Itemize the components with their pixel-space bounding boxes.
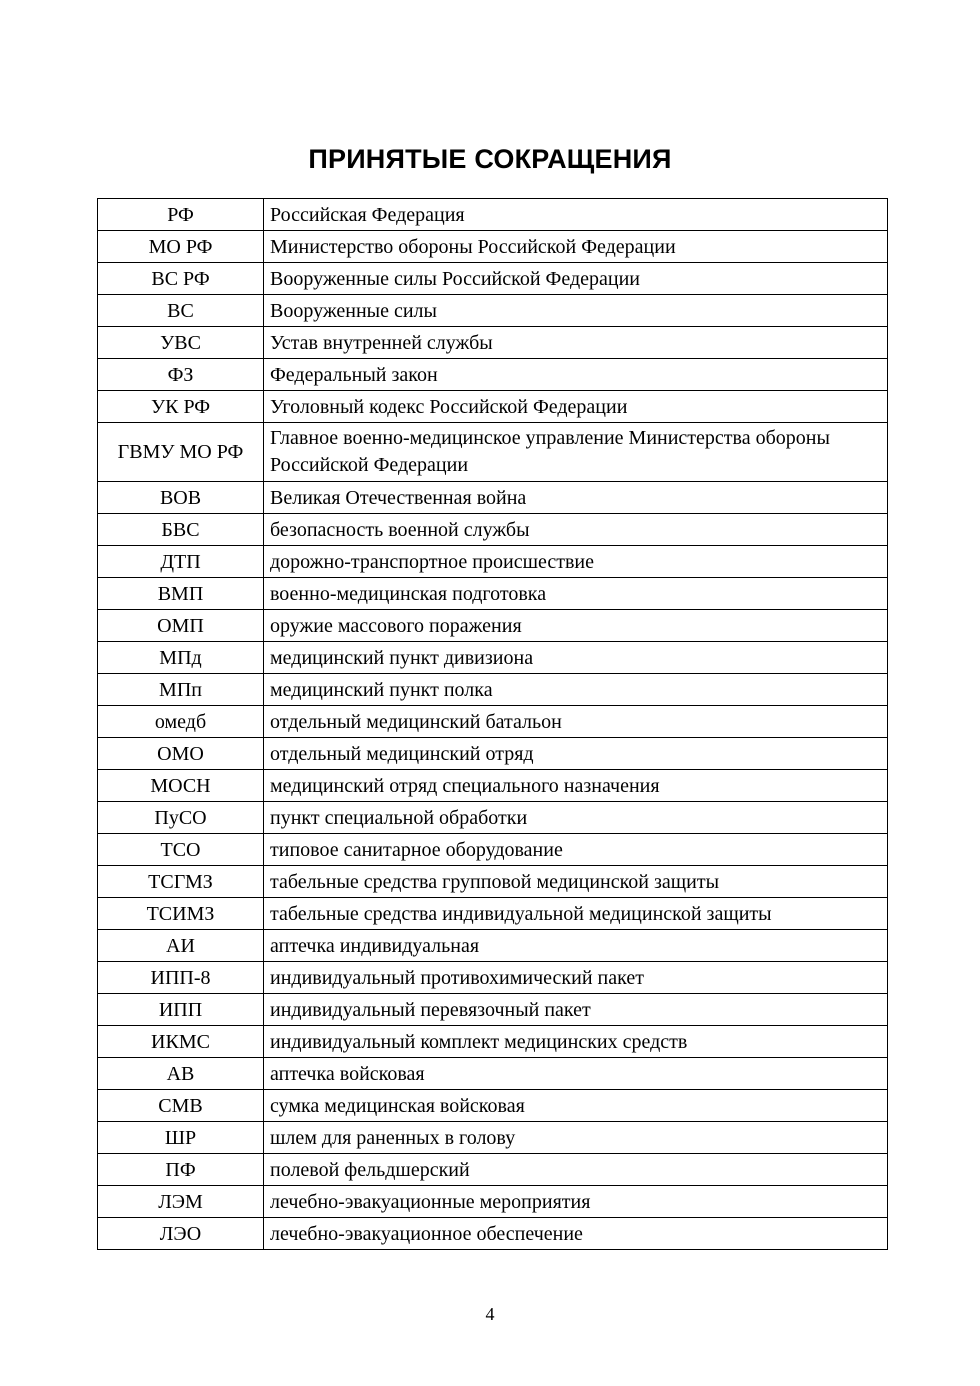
table-row [98, 962, 888, 994]
definition-cell: аптечка войсковая [264, 1058, 888, 1090]
page-number: 4 [485, 1304, 495, 1324]
abbreviations-table [97, 198, 888, 1250]
table-row [98, 263, 888, 295]
table-row [98, 770, 888, 802]
table-row [98, 1058, 888, 1090]
abbreviation-cell: ВС [98, 295, 264, 327]
definition-cell: Устав внутренней службы [264, 327, 888, 359]
definition-cell: оружие массового поражения [264, 610, 888, 642]
definition-cell: лечебно-эвакуационное обеспечение [264, 1218, 888, 1250]
table-row [98, 231, 888, 263]
definition-cell: медицинский пункт полка [264, 674, 888, 706]
abbreviation-cell: РФ [98, 199, 264, 231]
abbreviation-cell: ИКМС [98, 1026, 264, 1058]
table-row [98, 674, 888, 706]
table-row [98, 295, 888, 327]
table-row [98, 930, 888, 962]
abbreviation-cell: МПп [98, 674, 264, 706]
abbreviation-cell: ВС РФ [98, 263, 264, 295]
table-row [98, 1026, 888, 1058]
table-row [98, 199, 888, 231]
abbreviation-cell: ПФ [98, 1154, 264, 1186]
abbreviation-cell: омедб [98, 706, 264, 738]
definition-cell: Уголовный кодекс Российской Федерации [264, 391, 888, 423]
table-row [98, 610, 888, 642]
table-row [98, 898, 888, 930]
abbreviation-cell: АИ [98, 930, 264, 962]
definition-cell: табельные средства индивидуальной медицинской защиты [264, 898, 888, 930]
definition-cell: Министерство обороны Российской Федерации [264, 231, 888, 263]
table-row [98, 482, 888, 514]
table-row [98, 706, 888, 738]
abbreviation-cell: ТСГМЗ [98, 866, 264, 898]
table-row [98, 578, 888, 610]
abbreviation-cell: ИПП [98, 994, 264, 1026]
definition-cell: Вооруженные силы [264, 295, 888, 327]
table-row [98, 546, 888, 578]
abbreviation-cell: ОМО [98, 738, 264, 770]
definition-cell: дорожно-транспортное происшествие [264, 546, 888, 578]
definition-cell: Федеральный закон [264, 359, 888, 391]
page-title: ПРИНЯТЫЕ СОКРАЩЕНИЯ [308, 144, 672, 174]
table-row [98, 994, 888, 1026]
definition-cell: аптечка индивидуальная [264, 930, 888, 962]
table-row [98, 1090, 888, 1122]
table-row [98, 359, 888, 391]
definition-cell: пункт специальной обработки [264, 802, 888, 834]
definition-cell: безопасность военной службы [264, 514, 888, 546]
definition-cell: Вооруженные силы Российской Федерации [264, 263, 888, 295]
definition-cell: Главное военно-медицинское управление Министерства обороны Российской Федерации [264, 423, 888, 482]
abbreviation-cell: ОМП [98, 610, 264, 642]
abbreviation-cell: ЛЭМ [98, 1186, 264, 1218]
table-row [98, 802, 888, 834]
abbreviation-cell: АВ [98, 1058, 264, 1090]
table-row [98, 1218, 888, 1250]
table-row [98, 1186, 888, 1218]
abbreviation-cell: ШР [98, 1122, 264, 1154]
definition-cell: табельные средства групповой медицинской защиты [264, 866, 888, 898]
table-row [98, 391, 888, 423]
definition-cell: сумка медицинская войсковая [264, 1090, 888, 1122]
definition-cell: военно-медицинская подготовка [264, 578, 888, 610]
definition-cell: шлем для раненных в голову [264, 1122, 888, 1154]
abbreviation-cell: УВС [98, 327, 264, 359]
definition-cell: полевой фельдшерский [264, 1154, 888, 1186]
abbreviation-cell: ГВМУ МО РФ [98, 423, 264, 482]
table-row [98, 1154, 888, 1186]
definition-cell: отдельный медицинский отряд [264, 738, 888, 770]
table-row [98, 1122, 888, 1154]
abbreviation-cell: ИПП-8 [98, 962, 264, 994]
definition-cell: Российская Федерация [264, 199, 888, 231]
abbreviation-cell: ВОВ [98, 482, 264, 514]
abbreviation-cell: ФЗ [98, 359, 264, 391]
abbreviation-cell: ТСИМЗ [98, 898, 264, 930]
definition-cell: типовое санитарное оборудование [264, 834, 888, 866]
definition-cell: индивидуальный противохимический пакет [264, 962, 888, 994]
definition-cell: медицинский отряд специального назначения [264, 770, 888, 802]
abbreviation-cell: МПд [98, 642, 264, 674]
abbreviation-cell: СМВ [98, 1090, 264, 1122]
abbreviation-cell: ВМП [98, 578, 264, 610]
definition-cell: индивидуальный перевязочный пакет [264, 994, 888, 1026]
abbreviation-cell: ДТП [98, 546, 264, 578]
table-row [98, 423, 888, 482]
abbreviation-cell: ТСО [98, 834, 264, 866]
abbreviation-cell: ЛЭО [98, 1218, 264, 1250]
abbreviation-cell: УК РФ [98, 391, 264, 423]
definition-cell: индивидуальный комплект медицинских средств [264, 1026, 888, 1058]
abbreviation-cell: МО РФ [98, 231, 264, 263]
table-row [98, 738, 888, 770]
abbreviation-cell: БВС [98, 514, 264, 546]
table-row [98, 866, 888, 898]
abbreviation-cell: МОСН [98, 770, 264, 802]
definition-cell: лечебно-эвакуационные мероприятия [264, 1186, 888, 1218]
definition-cell: Великая Отечественная война [264, 482, 888, 514]
table-row [98, 514, 888, 546]
abbreviation-cell: ПуСО [98, 802, 264, 834]
definition-cell: медицинский пункт дивизиона [264, 642, 888, 674]
definition-cell: отдельный медицинский батальон [264, 706, 888, 738]
table-row [98, 834, 888, 866]
table-row [98, 642, 888, 674]
table-row [98, 327, 888, 359]
